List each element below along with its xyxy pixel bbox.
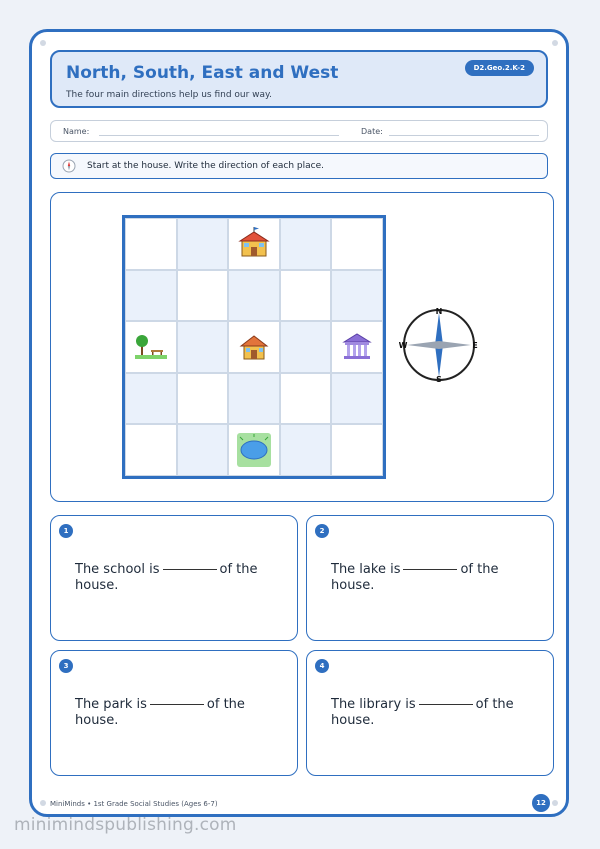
park-icon xyxy=(133,329,169,365)
compass-rose-icon xyxy=(399,305,479,385)
worksheet-page xyxy=(29,29,569,817)
watermark-text: minimindspublishing.com xyxy=(14,815,237,835)
library-icon xyxy=(339,329,375,365)
question-text xyxy=(75,516,287,640)
question-text xyxy=(75,651,287,775)
map-cell xyxy=(280,321,332,373)
map-cell xyxy=(177,424,229,476)
question-before-text: The lake is xyxy=(331,562,401,577)
footer-text: MiniMinds • 1st Grade Social Studies (Ages 6-7) xyxy=(50,800,218,808)
lake-icon xyxy=(236,432,272,468)
question-card-4 xyxy=(306,650,554,776)
page-title: North, South, East and West xyxy=(66,63,339,83)
map-cell xyxy=(177,321,229,373)
question-number-badge: 2 xyxy=(315,524,329,538)
question-after-text: of the house. xyxy=(331,562,499,593)
compass-e-label: E xyxy=(472,341,478,350)
map-cell-park xyxy=(125,321,177,373)
question-after-text: of the house. xyxy=(331,697,514,728)
map-cell xyxy=(125,218,177,270)
map-cell-library xyxy=(331,321,383,373)
answer-blank[interactable] xyxy=(403,569,457,570)
map-cell-school xyxy=(228,218,280,270)
name-field[interactable] xyxy=(99,135,339,136)
instruction-text: Start at the house. Write the direction of each place. xyxy=(87,161,324,171)
header-banner xyxy=(50,50,548,108)
map-cell-house xyxy=(228,321,280,373)
answer-blank[interactable] xyxy=(163,569,217,570)
map-panel xyxy=(50,192,554,502)
map-cell xyxy=(331,424,383,476)
question-card-2 xyxy=(306,515,554,641)
map-grid xyxy=(122,215,386,479)
question-before-text: The park is xyxy=(75,697,147,712)
compass-w-label: W xyxy=(399,341,408,350)
answer-blank[interactable] xyxy=(419,704,473,705)
corner-dot xyxy=(40,800,46,806)
date-field[interactable] xyxy=(389,135,539,136)
map-cell xyxy=(228,373,280,425)
question-number-badge: 3 xyxy=(59,659,73,673)
map-cell xyxy=(280,373,332,425)
question-card-1 xyxy=(50,515,298,641)
compass-n-label: N xyxy=(435,307,443,316)
question-card-3 xyxy=(50,650,298,776)
map-cell xyxy=(228,270,280,322)
school-icon xyxy=(236,226,272,262)
question-after-text: of the house. xyxy=(75,562,258,593)
map-cell xyxy=(125,373,177,425)
map-cell xyxy=(331,373,383,425)
map-cell xyxy=(280,218,332,270)
instruction-bar xyxy=(50,153,548,179)
house-icon xyxy=(236,329,272,365)
question-number-badge: 4 xyxy=(315,659,329,673)
question-before-text: The library is xyxy=(331,697,416,712)
date-label: Date: xyxy=(361,127,383,136)
question-after-text: of the house. xyxy=(75,697,245,728)
name-label: Name: xyxy=(63,127,90,136)
map-cell xyxy=(177,270,229,322)
question-before-text: The school is xyxy=(75,562,160,577)
standard-code-badge: D2.Geo.2.K-2 xyxy=(465,60,534,76)
map-cell xyxy=(177,373,229,425)
corner-dot xyxy=(552,40,558,46)
corner-dot xyxy=(552,800,558,806)
page-number-badge: 12 xyxy=(532,794,550,812)
answer-blank[interactable] xyxy=(150,704,204,705)
map-cell xyxy=(331,270,383,322)
map-cell xyxy=(177,218,229,270)
question-text xyxy=(331,516,543,640)
compass-s-label: S xyxy=(436,375,442,384)
map-cell-lake xyxy=(228,424,280,476)
name-date-bar xyxy=(50,120,548,142)
corner-dot xyxy=(40,40,46,46)
question-text xyxy=(331,651,543,775)
map-cell xyxy=(280,424,332,476)
map-cell xyxy=(280,270,332,322)
compass-icon xyxy=(62,159,76,173)
map-cell xyxy=(125,424,177,476)
map-cell xyxy=(125,270,177,322)
page-subtitle: The four main directions help us find our way. xyxy=(66,90,272,100)
map-cell xyxy=(331,218,383,270)
question-number-badge: 1 xyxy=(59,524,73,538)
